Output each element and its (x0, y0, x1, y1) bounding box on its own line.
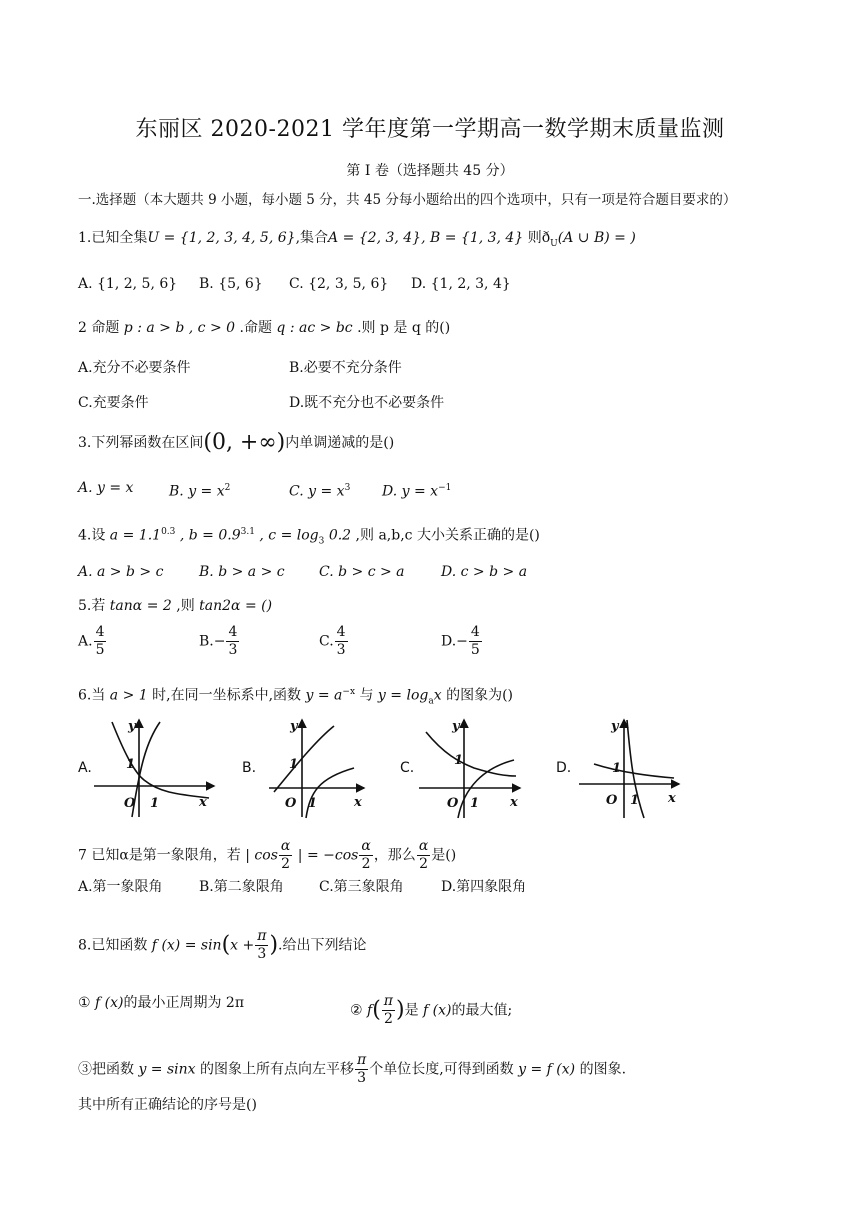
q5-text2: ,则 (171, 598, 195, 614)
q8-c3-frac-num: π (357, 1052, 367, 1068)
q1-mid: ,集合 (295, 230, 329, 246)
q4-text2: ,则 a,b,c 大小关系正确的是() (351, 527, 540, 544)
q6-text2: 时,在同一坐标系中,函数 (152, 687, 302, 704)
q4-option-a (78, 562, 163, 582)
q7-frac-1-den: 2 (281, 856, 291, 872)
section-heading: 一.选择题（本大题共 9 小题，每小题 5 分，共 45 分每小题给出的四个选项中，只有一项是符合题目要求的） (78, 192, 737, 208)
q7-abs-left: | cos (240, 847, 278, 864)
q1-option-d: D. {1, 2, 3, 4} (411, 276, 511, 292)
q7-option-a: A.第一象限角 (78, 879, 163, 895)
q2-option-b: B.必要不充分条件 (289, 360, 402, 376)
q3-option-c-exp: 3 (344, 483, 351, 493)
q8-c3-pre: ③把函数 (78, 1061, 134, 1078)
question-6 (78, 682, 513, 711)
q7-frac-1 (279, 838, 292, 873)
graph-d-x-label: x (668, 791, 676, 806)
q3-option-c-text: C. y = x (289, 483, 345, 500)
q8-c2-text: 的最大值; (451, 1002, 513, 1019)
question-4 (78, 522, 540, 551)
q8-inner: x + (230, 937, 255, 954)
q4-option-b (199, 562, 285, 582)
q8-c2-mid: 是 (404, 1002, 419, 1019)
question-7 (78, 838, 456, 873)
q4-a-exp: 0.3 (161, 527, 176, 537)
q4-option-c (319, 562, 405, 582)
q5-option-c (319, 624, 349, 659)
q8-c2-f2: f (x) (418, 1002, 452, 1019)
q5-option-c-den: 3 (336, 642, 346, 658)
q2-q: q : ac > bc (271, 320, 358, 336)
q5-expr2: tan2α = () (194, 598, 273, 614)
q5-expr1: tanα = 2 (105, 598, 172, 614)
q4-a: a = 1.1 (105, 527, 162, 544)
q8-paren-close: ) (269, 932, 279, 958)
graph-c-x-one: 1 (470, 796, 480, 811)
q7-frac-2 (359, 838, 372, 873)
q3-option-a (78, 478, 133, 498)
graph-a-y-label: y (128, 719, 136, 734)
q3-option-d (382, 478, 451, 502)
graph-a-label: A. (78, 760, 92, 776)
q8-c1-pre: ① (78, 995, 91, 1011)
graph-a-origin: O (124, 796, 136, 811)
q7-mid: | = −cos (293, 847, 359, 864)
q8-c3-frac (355, 1052, 368, 1087)
q1-option-a: A. {1, 2, 5, 6} (78, 276, 178, 292)
question-5 (78, 596, 272, 616)
graph-b-one: 1 (289, 757, 299, 772)
q4-b: , b = 0.9 (175, 527, 241, 544)
q5-option-d-prefix: D.− (441, 633, 468, 650)
q4-option-a-text: A. a > b > c (78, 564, 164, 580)
q8-c3-text3: 的图象. (579, 1061, 627, 1078)
graph-b-x-one: 1 (308, 796, 318, 811)
q8-c1-text: 的最小正周期为 2π (123, 995, 245, 1011)
graph-b-origin: O (285, 796, 297, 811)
q6-text1: 6.当 (78, 687, 106, 704)
q4-text1: 4.设 (78, 527, 106, 544)
q7-frac-3 (417, 838, 430, 873)
graph-b-x-label: x (354, 795, 362, 810)
q2-option-c: C.充要条件 (78, 395, 149, 411)
q4-c: , c = log (254, 527, 319, 544)
q7-frac-1-num: α (280, 838, 291, 854)
q6-f2-sub: a (428, 696, 434, 707)
q4-c-sub: 3 (318, 536, 325, 547)
question-3 (78, 430, 395, 455)
graph-d-one: 1 (612, 761, 622, 776)
q6-cond: a > 1 (105, 687, 153, 704)
q5-option-a-num: 4 (95, 624, 105, 640)
q5-option-a-fraction (94, 624, 107, 659)
q5-option-b-fraction (226, 624, 239, 659)
q8-frac-num: π (257, 928, 267, 944)
q3-option-b-text: B. y = x (169, 483, 225, 500)
q8-c3-text2: 个单位长度,可得到函数 (369, 1061, 514, 1078)
q3-text2: 内单调递减的是() (285, 435, 395, 451)
q7-text2: ，那么 (373, 847, 416, 864)
q1-complement: ð (541, 230, 551, 246)
page-subtitle: 第 I 卷（选择题共 45 分） (346, 163, 514, 179)
q6-graphs (74, 712, 694, 824)
q3-option-d-exp: −1 (438, 483, 452, 493)
q5-option-c-prefix: C. (319, 633, 334, 650)
q8-c2-f: f (362, 1002, 373, 1019)
q3-option-c (289, 478, 350, 502)
q6-text4: 的图象为() (446, 687, 514, 704)
q5-option-a-den: 5 (95, 642, 105, 658)
q8-c2-pre: ② (350, 1002, 363, 1019)
q3-option-d-text: D. y = x (382, 483, 439, 500)
q1-prefix: 1.已知全集 (78, 230, 148, 246)
q1-ask: 则 (527, 230, 542, 246)
q1-set-a: A = {2, 3, 4} (328, 230, 422, 246)
q8-c2-paren-close: ) (396, 997, 405, 1023)
q7-text3: 是() (431, 847, 457, 864)
q8-conclusion-1 (78, 993, 244, 1013)
q8-frac (255, 928, 268, 963)
q7-frac-3-num: α (418, 838, 429, 854)
q8-conclusion-3 (78, 1052, 626, 1087)
q8-c3-text1: 的图象上所有点向左平移 (200, 1061, 355, 1078)
q1-sub: U (550, 238, 558, 249)
graph-c-label: C. (400, 760, 415, 776)
q8-text2: .给出下列结论 (278, 937, 367, 954)
q8-frac-den: 3 (257, 946, 267, 962)
q4-option-d-text: D. c > b > a (441, 564, 528, 580)
q2-text1: 2 命题 (78, 320, 120, 336)
q8-ask: 其中所有正确结论的序号是() (78, 1097, 257, 1113)
q5-option-d-fraction (469, 624, 482, 659)
q6-text3: 与 (355, 687, 374, 704)
q5-option-c-fraction (335, 624, 348, 659)
q2-text3: .则 p 是 q 的() (357, 320, 451, 336)
q5-option-b-num: 4 (228, 624, 238, 640)
graph-d (579, 720, 679, 818)
q6-f1-exp: −x (342, 687, 356, 697)
graph-b-label: B. (242, 760, 257, 776)
q8-paren-open: ( (221, 932, 231, 958)
q8-c3-f2: y = f (x) (513, 1061, 580, 1078)
q4-option-c-text: C. b > c > a (319, 564, 405, 580)
graph-d-label: D. (556, 760, 572, 776)
q5-option-c-num: 4 (336, 624, 346, 640)
q3-interval: (0, +∞) (203, 430, 286, 455)
q6-f2-tail: x (433, 687, 447, 704)
q5-option-b-prefix: B.− (199, 633, 226, 650)
q1-option-c: C. {2, 3, 5, 6} (289, 276, 389, 292)
graph-c-x-label: x (510, 795, 518, 810)
graph-c-y-label: y (452, 719, 460, 734)
question-8 (78, 928, 367, 963)
q5-option-d-num: 4 (470, 624, 480, 640)
q1-set-b: , B = {1, 3, 4} (421, 230, 524, 246)
graph-a-one: 1 (126, 757, 136, 772)
q7-frac-2-den: 2 (361, 856, 371, 872)
q3-option-a-text: A. y = x (78, 480, 134, 496)
q2-text2: .命题 (239, 320, 272, 336)
q2-p: p : a > b , c > 0 (119, 320, 240, 336)
graph-c-origin: O (447, 796, 459, 811)
q7-frac-3-den: 2 (419, 856, 428, 872)
q6-f2: y = log (373, 687, 429, 704)
graph-d-x-one: 1 (630, 793, 640, 808)
q4-option-d (441, 562, 527, 582)
q8-c3-frac-den: 3 (357, 1070, 367, 1086)
q1-set-u: U = {1, 2, 3, 4, 5, 6} (147, 230, 296, 246)
q5-option-d (441, 624, 483, 659)
graph-d-origin: O (606, 793, 618, 808)
q7-option-d: D.第四象限角 (441, 879, 527, 895)
q8-conclusion-2 (350, 993, 512, 1028)
q2-option-a: A.充分不必要条件 (78, 360, 191, 376)
page-title: 东丽区 2020-2021 学年度第一学期高一数学期末质量监测 (135, 117, 725, 142)
q8-c2-frac-num: π (383, 993, 393, 1009)
q6-graph-strip (74, 712, 694, 824)
q3-option-b-exp: 2 (224, 483, 231, 493)
q5-option-b (199, 624, 240, 659)
q1-expr: (A ∪ B) = ) (557, 230, 636, 246)
graph-a-x-one: 1 (150, 796, 160, 811)
graph-d-y-label: y (611, 719, 619, 734)
q8-c1-f: f (x) (90, 995, 124, 1011)
q7-text1: 7 已知α是第一象限角，若 (78, 847, 241, 864)
question-1 (78, 228, 636, 254)
q7-frac-2-num: α (361, 838, 371, 854)
q4-b-exp: 3.1 (240, 527, 255, 537)
q7-option-c: C.第三象限角 (319, 879, 404, 895)
q8-f: f (x) = sin (147, 937, 222, 954)
q8-c2-frac (382, 993, 395, 1028)
q1-option-b: B. {5, 6} (199, 276, 263, 292)
q5-option-a-prefix: A. (78, 633, 93, 650)
q5-text1: 5.若 (78, 598, 106, 614)
q4-c-tail: 0.2 (324, 527, 352, 544)
q3-text1: 3.下列幂函数在区间 (78, 435, 204, 451)
q7-option-b: B.第二象限角 (199, 879, 284, 895)
graph-a-x-label: x (199, 795, 207, 810)
q4-option-b-text: B. b > a > c (199, 564, 285, 580)
q2-option-d: D.既不充分也不必要条件 (289, 395, 445, 411)
graph-c-one: 1 (454, 753, 464, 768)
q6-f1: y = a (301, 687, 343, 704)
q8-c2-frac-den: 2 (383, 1011, 393, 1027)
question-2 (78, 318, 450, 338)
q5-option-a (78, 624, 107, 659)
q8-c2-paren-open: ( (372, 997, 381, 1023)
q5-option-b-den: 3 (228, 642, 238, 658)
graph-b-y-label: y (290, 719, 298, 734)
q8-c3-f: y = sinx (134, 1061, 201, 1078)
q3-option-b (169, 478, 230, 502)
q5-option-d-den: 5 (470, 642, 480, 658)
q8-text1: 8.已知函数 (78, 937, 148, 954)
